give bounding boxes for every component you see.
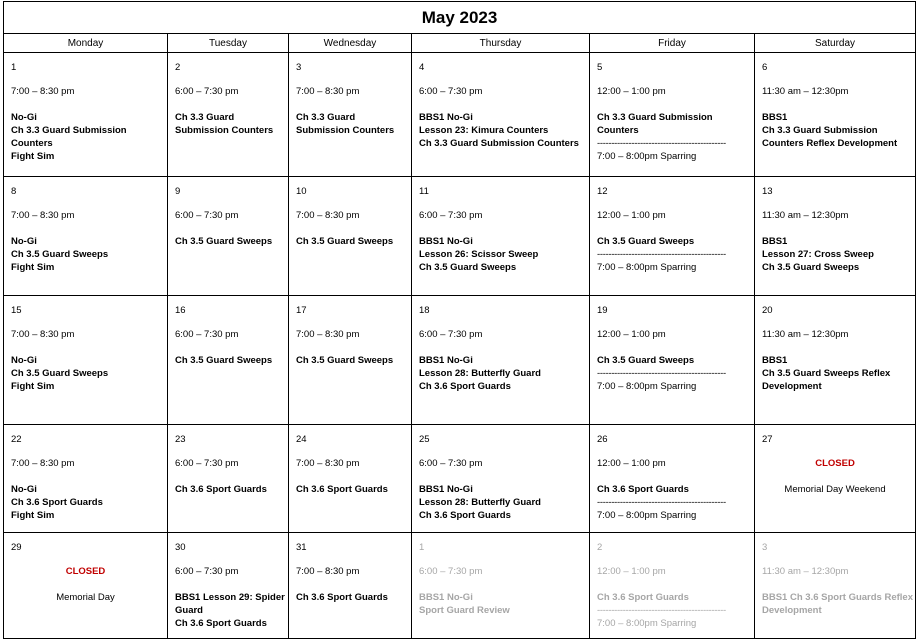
class-topic: Ch 3.5 Guard Sweeps	[597, 355, 695, 367]
class-topic: Ch 3.3 Guard Submission Counters	[296, 112, 395, 136]
class-topic: Ch 3.6 Sport Guards	[296, 591, 388, 603]
sparring-session: 7:00 – 8:00pm Sparring	[597, 617, 697, 629]
day-cell	[289, 53, 412, 177]
class-topic: No-Gi	[11, 483, 37, 495]
day-header-tuesday: Tuesday	[168, 34, 289, 53]
class-topic: Ch 3.3 Guard Submission Counters	[175, 112, 274, 136]
class-topic: Ch 3.6 Sport Guards	[175, 617, 267, 629]
day-cell	[412, 177, 590, 296]
class-time: 6:00 – 7:30 pm	[175, 457, 239, 469]
day-number: 11	[419, 186, 429, 198]
day-number: 1	[419, 541, 425, 553]
day-cell	[289, 424, 412, 532]
day-number: 5	[597, 62, 603, 73]
class-topic: BBS1	[762, 236, 788, 248]
class-topic: Lesson 26: Scissor Sweep	[419, 249, 539, 261]
separator-line: ---------------------------------------------	[597, 368, 726, 380]
separator-line: ---------------------------------------------	[597, 138, 726, 149]
day-number: 24	[296, 433, 307, 445]
day-number: 2	[175, 62, 181, 73]
day-number: 25	[419, 433, 430, 445]
day-number: 19	[597, 305, 608, 317]
day-cell	[412, 53, 590, 177]
day-cell	[289, 532, 412, 638]
day-cell	[168, 53, 289, 177]
class-time: 6:00 – 7:30 pm	[419, 457, 483, 469]
class-topic: No-Gi	[11, 355, 37, 367]
day-cell	[4, 53, 168, 177]
class-time: 12:00 – 1:00 pm	[597, 457, 666, 469]
sparring-session: 7:00 – 8:00pm Sparring	[597, 262, 697, 274]
closed-label: CLOSED	[815, 457, 855, 469]
class-topic: Ch 3.5 Guard Sweeps	[175, 236, 273, 248]
class-topic: Ch 3.6 Sport Guards	[11, 496, 103, 508]
class-topic: Ch 3.6 Sport Guards	[419, 509, 511, 521]
day-cell	[168, 296, 289, 424]
class-topic: BBS1 No-Gi	[419, 483, 473, 495]
class-time: 7:00 – 8:30 pm	[11, 457, 75, 469]
day-number: 30	[175, 541, 186, 553]
day-cell	[168, 177, 289, 296]
day-number: 20	[762, 305, 773, 317]
day-number: 12	[597, 186, 608, 198]
class-time: 6:00 – 7:30 pm	[175, 210, 239, 222]
day-number: 10	[296, 186, 307, 198]
class-topic: Ch 3.5 Guard Sweeps	[11, 249, 109, 261]
day-cell	[755, 424, 916, 532]
class-time: 11:30 am – 12:30pm	[762, 329, 849, 341]
class-time: 7:00 – 8:30 pm	[296, 210, 360, 222]
sparring-session: 7:00 – 8:00pm Sparring	[597, 381, 697, 393]
day-cell	[412, 424, 590, 532]
class-time: 12:00 – 1:00 pm	[597, 210, 666, 222]
day-cell	[590, 424, 755, 532]
class-topic: Ch 3.6 Sport Guards	[597, 591, 689, 603]
class-topic: BBS1 Lesson 29: Spider Guard	[175, 591, 285, 616]
class-topic: BBS1 No-Gi	[419, 355, 473, 367]
day-cell	[289, 296, 412, 424]
calendar-body	[4, 53, 916, 639]
day-number: 15	[11, 305, 22, 317]
class-time: 6:00 – 7:30 pm	[175, 565, 239, 577]
class-topic: No-Gi	[11, 236, 37, 248]
day-cell	[4, 424, 168, 532]
class-topic: BBS1	[762, 112, 788, 123]
class-topic: Lesson 23: Kimura Counters	[419, 125, 549, 136]
class-time: 6:00 – 7:30 pm	[419, 210, 483, 222]
day-cell	[755, 296, 916, 424]
class-topic: Ch 3.5 Guard Sweeps	[419, 262, 517, 274]
separator-line: ---------------------------------------------	[597, 249, 726, 261]
closure-notice: Memorial Day Weekend	[784, 483, 886, 495]
week-row	[4, 532, 916, 638]
class-time: 11:30 am – 12:30pm	[762, 210, 849, 222]
day-number: 4	[419, 62, 425, 73]
class-time: 6:00 – 7:30 pm	[419, 565, 483, 577]
class-time: 6:00 – 7:30 pm	[175, 329, 239, 341]
class-topic: Fight Sim	[11, 262, 55, 274]
day-cell	[755, 177, 916, 296]
day-number: 6	[762, 62, 768, 73]
class-time: 12:00 – 1:00 pm	[597, 329, 666, 341]
class-topic: BBS1 No-Gi	[419, 236, 473, 248]
day-cell	[755, 532, 916, 638]
class-topic: Ch 3.5 Guard Sweeps	[11, 368, 109, 380]
class-time: 7:00 – 8:30 pm	[296, 329, 360, 341]
day-header-saturday: Saturday	[755, 34, 916, 53]
class-time: 6:00 – 7:30 pm	[175, 86, 239, 97]
day-cell	[590, 296, 755, 424]
week-row	[4, 296, 916, 424]
day-cell	[168, 532, 289, 638]
day-cell	[590, 177, 755, 296]
class-time: 7:00 – 8:30 pm	[296, 565, 360, 577]
day-cell	[590, 532, 755, 638]
class-topic: Fight Sim	[11, 151, 55, 162]
day-number: 26	[597, 433, 608, 445]
day-cell	[289, 177, 412, 296]
day-number: 1	[11, 62, 17, 73]
day-number: 18	[419, 305, 430, 317]
day-number: 9	[175, 186, 181, 198]
day-of-week-header	[4, 34, 916, 53]
day-number: 16	[175, 305, 186, 317]
day-cell	[4, 296, 168, 424]
day-number: 3	[762, 541, 768, 553]
week-row	[4, 53, 916, 177]
separator-line: ---------------------------------------------	[597, 604, 726, 616]
day-cell	[412, 296, 590, 424]
day-number: 13	[762, 186, 773, 198]
class-topic: Lesson 27: Cross Sweep	[762, 249, 874, 261]
day-header-friday: Friday	[590, 34, 755, 53]
day-header-monday: Monday	[4, 34, 168, 53]
closed-label: CLOSED	[65, 565, 106, 577]
day-number: 22	[11, 433, 22, 445]
class-topic: BBS1 No-Gi	[419, 112, 473, 123]
day-number: 29	[11, 541, 22, 553]
day-cell	[168, 424, 289, 532]
calendar-table	[3, 1, 916, 639]
day-number: 2	[597, 541, 603, 553]
class-topic: Lesson 28: Butterfly Guard	[419, 496, 541, 508]
closure-notice: Memorial Day	[56, 591, 115, 603]
class-topic: Fight Sim	[11, 381, 55, 393]
class-time: 7:00 – 8:30 pm	[296, 86, 360, 97]
class-topic: Ch 3.5 Guard Sweeps	[296, 355, 394, 367]
day-number: 31	[296, 541, 307, 553]
sparring-session: 7:00 – 8:00pm Sparring	[597, 151, 697, 162]
class-topic: BBS1 No-Gi	[419, 591, 473, 603]
class-topic: Ch 3.5 Guard Sweeps Reflex Development	[762, 368, 891, 393]
day-cell	[590, 53, 755, 177]
class-time: 12:00 – 1:00 pm	[597, 565, 666, 577]
class-topic: Ch 3.5 Guard Sweeps	[762, 262, 860, 274]
separator-line: ---------------------------------------------	[597, 496, 726, 508]
day-header-wednesday: Wednesday	[289, 34, 412, 53]
week-row	[4, 424, 916, 532]
class-time: 6:00 – 7:30 pm	[419, 329, 483, 341]
class-topic: Ch 3.3 Guard Submission Counters	[597, 112, 713, 136]
class-topic: Ch 3.6 Sport Guards	[419, 381, 511, 393]
day-cell	[4, 532, 168, 638]
week-row	[4, 177, 916, 296]
class-topic: Ch 3.5 Guard Sweeps	[296, 236, 394, 248]
class-topic: Ch 3.3 Guard Submission Counters	[11, 125, 127, 149]
class-time: 7:00 – 8:30 pm	[11, 86, 75, 97]
class-topic: BBS1 Ch 3.6 Sport Guards Reflex Development	[762, 591, 913, 616]
class-topic: Fight Sim	[11, 509, 55, 521]
day-number: 27	[762, 433, 773, 445]
class-time: 6:00 – 7:30 pm	[419, 86, 483, 97]
day-cell	[412, 532, 590, 638]
class-topic: Ch 3.3 Guard Submission Counters Reflex Development	[762, 125, 898, 149]
day-cell	[4, 177, 168, 296]
class-topic: Lesson 28: Butterfly Guard	[419, 368, 541, 380]
day-number: 17	[296, 305, 307, 317]
class-topic: Ch 3.6 Sport Guards	[597, 483, 689, 495]
sparring-session: 7:00 – 8:00pm Sparring	[597, 509, 697, 521]
class-topic: Ch 3.5 Guard Sweeps	[175, 355, 273, 367]
class-topic: Ch 3.5 Guard Sweeps	[597, 236, 695, 248]
day-number: 3	[296, 62, 302, 73]
class-time: 7:00 – 8:30 pm	[296, 457, 360, 469]
class-time: 7:00 – 8:30 pm	[11, 329, 75, 341]
class-topic: Sport Guard Review	[419, 604, 510, 616]
day-cell	[755, 53, 916, 177]
class-topic: BBS1	[762, 355, 788, 367]
calendar-title: May 2023	[4, 2, 916, 34]
class-topic: No-Gi	[11, 112, 37, 123]
class-topic: Ch 3.6 Sport Guards	[175, 483, 267, 495]
class-time: 7:00 – 8:30 pm	[11, 210, 75, 222]
day-number: 23	[175, 433, 186, 445]
class-topic: Ch 3.3 Guard Submission Counters	[419, 138, 579, 149]
class-time: 12:00 – 1:00 pm	[597, 86, 666, 97]
class-time: 11:30 am – 12:30pm	[762, 86, 849, 97]
day-header-thursday: Thursday	[412, 34, 590, 53]
class-topic: Ch 3.6 Sport Guards	[296, 483, 388, 495]
class-time: 11:30 am – 12:30pm	[762, 565, 849, 577]
day-number: 8	[11, 186, 17, 198]
